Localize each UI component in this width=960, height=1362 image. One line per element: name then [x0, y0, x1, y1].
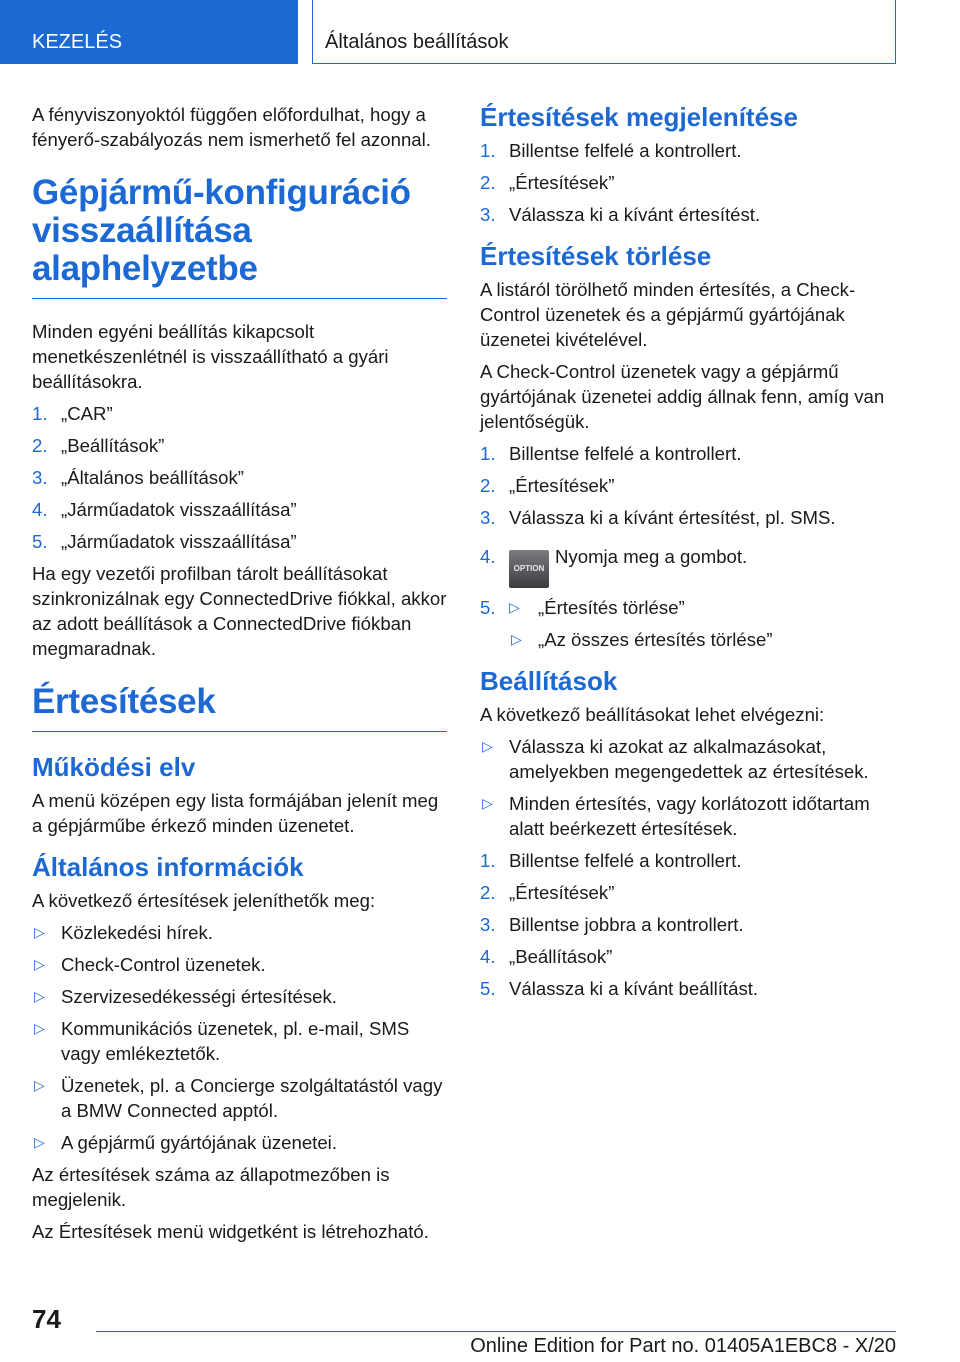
option-button-icon: OPTION: [509, 550, 549, 588]
triangle-bullet-icon: ▷: [34, 956, 45, 972]
list-item: 2. „Értesítések”: [480, 882, 615, 903]
list-item: 3. Válassza ki a kívánt értesítést, pl. SMS.: [480, 507, 836, 528]
settings-heading: Beállítások: [480, 666, 618, 696]
delete-paragraph-1: A listáról törölhető minden értesítés, a Check-Control üzenetek és a gépjármű gyártójának üzenetei kivételével.: [480, 279, 856, 350]
principle-heading: Működési elv: [32, 752, 196, 782]
triangle-bullet-icon: ▷: [482, 795, 493, 811]
list-item: 3. „Általános beállítások”: [32, 467, 244, 488]
list-item: 4. „Járműadatok visszaállítása”: [32, 499, 297, 520]
list-item: 2. „Beállítások”: [32, 435, 165, 456]
list-item: ▷ Check-Control üzenetek.: [34, 954, 266, 975]
reset-note: Ha egy vezetői profilban tárolt beállításokat szinkronizálnak egy ConnectedDrive fiókkal, akkor az adott beállítások a ConnectedDrive fiókban megmaradnak.: [32, 563, 447, 659]
left-column: [32, 102, 447, 1251]
notifications-heading: Értesítések: [32, 683, 447, 732]
header-page-title: Általános beállítások: [312, 0, 896, 64]
list-item: 1. Billentse felfelé a kontrollert.: [480, 140, 742, 161]
list-item: 1. Billentse felfelé a kontrollert.: [480, 850, 742, 871]
list-item: 1. „CAR”: [32, 403, 113, 424]
triangle-bullet-icon: ▷: [34, 924, 45, 940]
general-info-list: [32, 920, 447, 1155]
triangle-bullet-icon: ▷: [34, 1020, 45, 1036]
list-item: 2. „Értesítések”: [480, 475, 615, 496]
general-info-paragraph: A következő értesítések jeleníthetők meg:: [32, 890, 376, 911]
list-item: ▷ A gépjármű gyártójának üzenetei.: [34, 1132, 337, 1153]
widget-paragraph: Az Értesítések menü widgetként is létrehozható.: [32, 1221, 429, 1242]
triangle-bullet-icon: ▷: [34, 1134, 45, 1150]
list-item: ▷ Minden értesítés, vagy korlátozott időtartam alatt beérkezett értesítések.: [482, 793, 870, 839]
list-item: 5. „Járműadatok visszaállítása”: [32, 531, 297, 552]
intro-paragraph: A fényviszonyoktól függően előfordulhat, hogy a fényerő-szabályozás nem ismerhető fel azonnal.: [32, 104, 431, 150]
delete-notifications-heading: Értesítések törlése: [480, 241, 712, 271]
list-item: ▷ Válassza ki azokat az alkalmazásokat, amelyekben megengedettek az értesítések.: [482, 736, 869, 782]
list-item: 2. „Értesítések”: [480, 172, 615, 193]
general-info-heading: Általános információk: [32, 852, 304, 882]
triangle-bullet-icon: ▷: [482, 738, 493, 754]
list-item: 3. Billentse jobbra a kontrollert.: [480, 914, 744, 935]
list-item: ▷ Üzenetek, pl. a Concierge szolgáltatástól vagy a BMW Connected apptól.: [34, 1075, 443, 1121]
list-item: 4. „Beállítások”: [480, 946, 613, 967]
show-notifications-heading: Értesítések megjelenítése: [480, 102, 798, 132]
list-item: ▷ „Az összes értesítés törlése”: [511, 629, 773, 650]
list-item: 4. OPTIONNyomja meg a gombot.: [480, 544, 896, 588]
triangle-bullet-icon: ▷: [509, 599, 520, 615]
delete-steps-list: [480, 441, 896, 652]
list-item: 1. Billentse felfelé a kontrollert.: [480, 443, 742, 464]
footer-divider: [96, 1331, 896, 1332]
principle-paragraph: A menü középen egy lista formájában jelenít meg a gépjárműbe érkező minden üzenetet.: [32, 790, 439, 836]
list-item: ▷ Kommunikációs üzenetek, pl. e-mail, SMS vagy emlékeztetők.: [34, 1018, 410, 1064]
delete-paragraph-2: A Check-Control üzenetek vagy a gépjármű gyártójának üzenetei addig állnak fenn, amíg van jelentőségük.: [480, 361, 885, 432]
reset-paragraph: Minden egyéni beállítás kikapcsolt menetkészenlétnél is visszaállítható a gyári beállításokra.: [32, 321, 389, 392]
header-section-label: KEZELÉS: [0, 0, 298, 64]
list-item: ▷ Közlekedési hírek.: [34, 922, 213, 943]
reset-steps-list: [32, 401, 447, 554]
triangle-bullet-icon: ▷: [511, 631, 522, 647]
footer-edition: Online Edition for Part no. 01405A1EBC8 - X/20: [470, 1335, 896, 1357]
right-column: [480, 102, 896, 1008]
settings-paragraph: A következő beállításokat lehet elvégezni:: [480, 704, 825, 725]
settings-items-list: [480, 734, 896, 841]
list-item: 5. ▷ „Értesítés törlése”: [480, 597, 685, 618]
page-number: 74: [32, 1304, 61, 1334]
list-item: 5. Válassza ki a kívánt beállítást.: [480, 978, 759, 999]
reset-heading: Gépjármű-konfiguráció visszaállítása alaphelyzetbe: [32, 174, 447, 299]
triangle-bullet-icon: ▷: [34, 1077, 45, 1093]
triangle-bullet-icon: ▷: [34, 988, 45, 1004]
list-item: 3. Válassza ki a kívánt értesítést.: [480, 204, 761, 225]
count-paragraph: Az értesítések száma az állapotmezőben is megjelenik.: [32, 1164, 390, 1210]
settings-steps-list: [480, 848, 896, 1001]
show-steps-list: [480, 138, 896, 227]
list-item: ▷ Szervizesedékességi értesítések.: [34, 986, 337, 1007]
